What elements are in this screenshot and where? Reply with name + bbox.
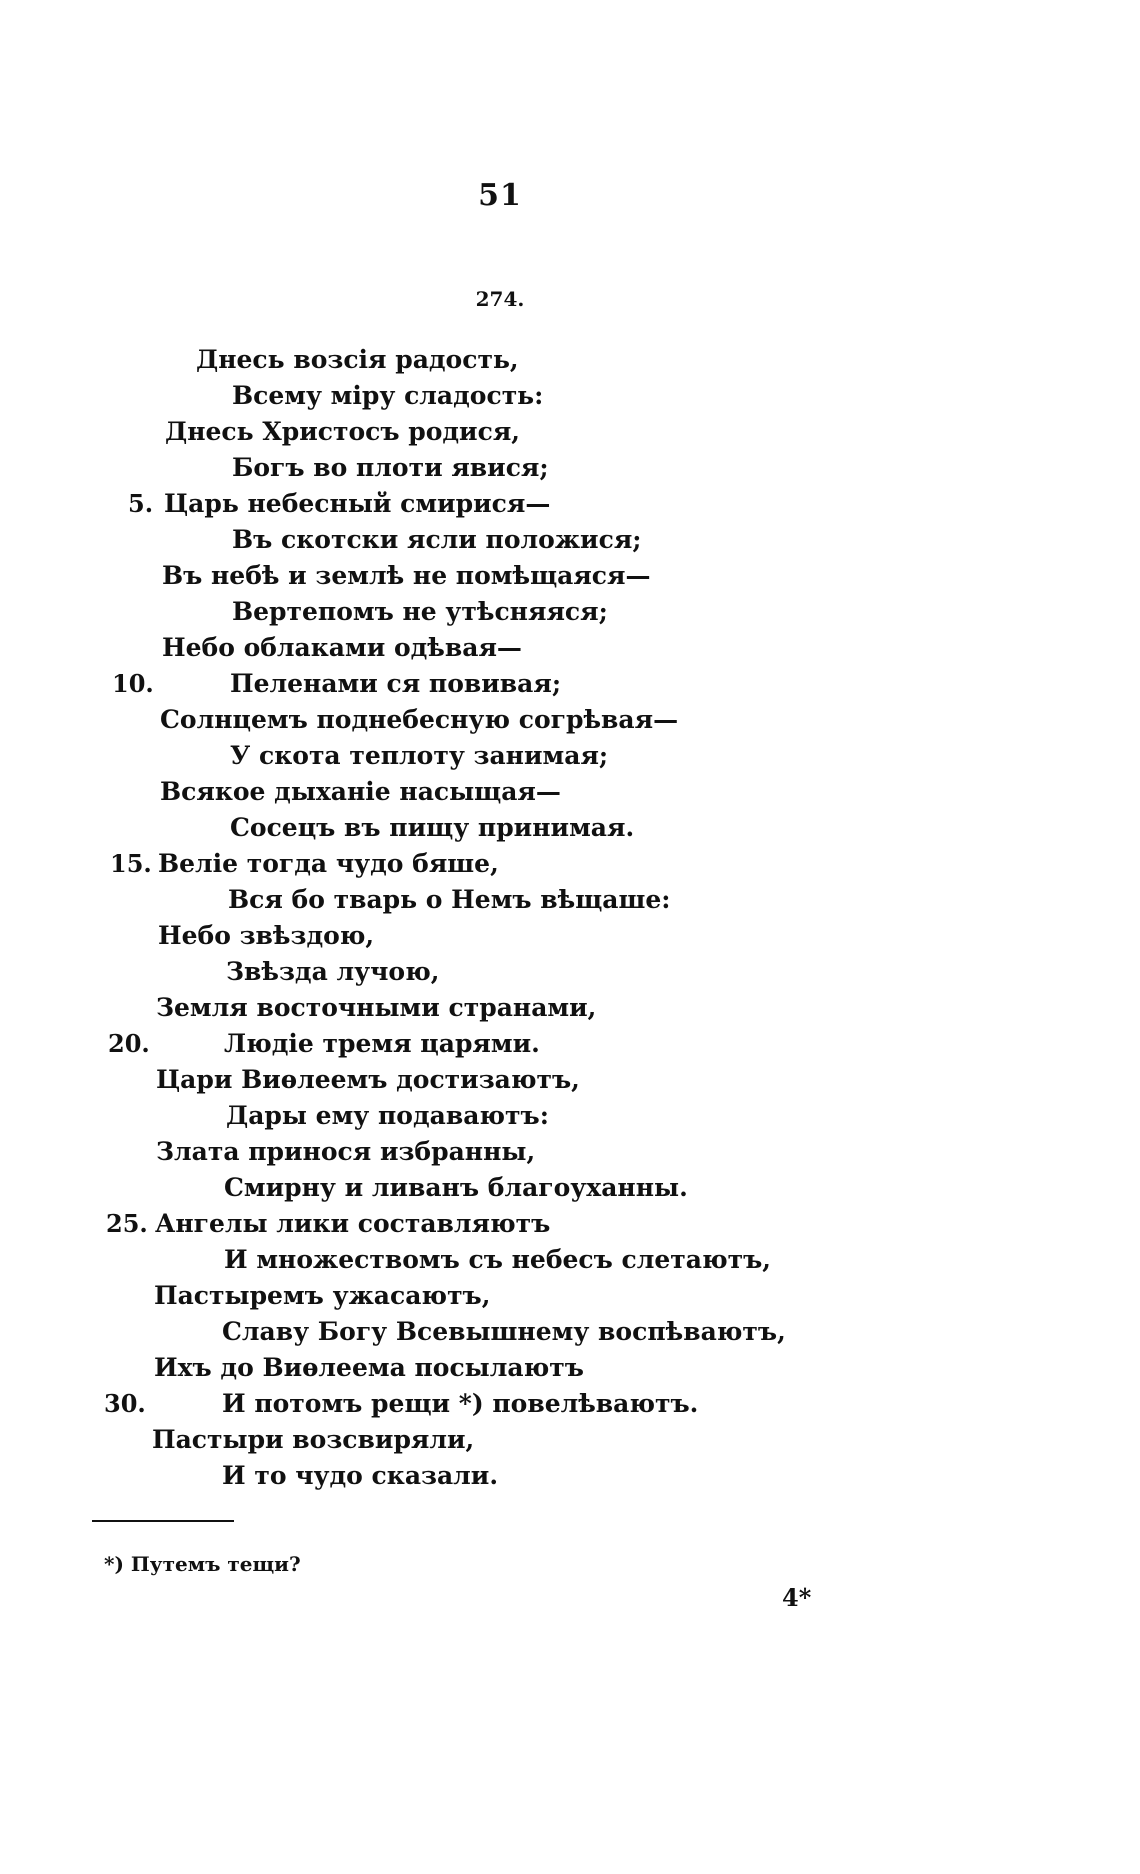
poem-line [0,1350,1140,1386]
line-text: Небо звѣздою, [158,921,375,950]
poem-line [0,1458,1140,1494]
line-number: 15. [110,849,152,878]
page-number: 51 [478,178,522,213]
poem-line [0,1206,1140,1242]
poem-number: 274. [475,287,525,311]
poem-line [0,1314,1140,1350]
footnote: *) Путемъ тещи? [104,1552,301,1576]
poem-line [0,702,1140,738]
line-text: Сосецъ въ пищу принимая. [230,813,635,842]
line-text: Злата принося избранны, [156,1137,536,1166]
line-text: Всякое дыханіе насыщая— [160,777,561,806]
line-text: Веліе тогда чудо бяше, [158,849,499,878]
line-text: Пастыри возсвиряли, [152,1425,475,1454]
line-text: Всему міру сладость: [232,381,544,410]
poem-line [0,1026,1140,1062]
poem-line [0,1386,1140,1422]
line-text: Дары ему подаваютъ: [226,1101,549,1130]
poem-line [0,1098,1140,1134]
poem-line [0,1062,1140,1098]
line-text: Царь небесный смирися— [164,489,551,518]
line-number: 25. [106,1209,148,1238]
line-text: Въ скотски ясли положися; [232,525,642,554]
line-text: Смирну и ливанъ благоуханны. [224,1173,688,1202]
line-text: Пастыремъ ужасаютъ, [154,1281,491,1310]
poem-line [0,1422,1140,1458]
line-number: 30. [104,1389,146,1418]
line-text: Ихъ до Виѳлеема посылаютъ [154,1353,584,1382]
poem-line [0,1278,1140,1314]
poem-line [0,450,1140,486]
poem-line [0,342,1140,378]
poem-line [0,774,1140,810]
poem-line [0,1242,1140,1278]
line-text: И то чудо сказали. [222,1461,499,1490]
poem-text [0,342,1140,1494]
line-text: Небо облаками одѣвая— [162,633,522,662]
line-number: 20. [108,1029,150,1058]
poem-line [0,846,1140,882]
poem-line [0,1170,1140,1206]
line-text: Вертепомъ не утѣсняяся; [232,597,608,626]
line-text: Ангелы лики составляютъ [155,1209,551,1238]
line-text: Богъ во плоти явися; [232,453,549,482]
line-text: Цари Виѳлеемъ достизаютъ, [156,1065,580,1094]
line-number: 5. [128,489,154,518]
line-text: У скота теплоту занимая; [230,741,609,770]
poem-line [0,1134,1140,1170]
line-text: Днесь Христосъ родися, [165,417,520,446]
signature-mark: 4* [782,1583,812,1612]
line-text: Звѣзда лучою, [226,957,440,986]
line-text: Вся бо тварь о Немъ вѣщаше: [228,885,671,914]
poem-line [0,522,1140,558]
line-text: Солнцемъ поднебесную согрѣвая— [160,705,679,734]
poem-line [0,810,1140,846]
poem-line [0,594,1140,630]
poem-line [0,666,1140,702]
poem-line [0,954,1140,990]
poem-line [0,882,1140,918]
line-text: Днесь возсія радость, [196,345,519,374]
poem-line [0,990,1140,1026]
poem-line [0,918,1140,954]
poem-line [0,630,1140,666]
line-text: Въ небѣ и землѣ не помѣщаяся— [162,561,651,590]
poem-line [0,738,1140,774]
poem-line [0,558,1140,594]
line-text: Земля восточными странами, [156,993,597,1022]
line-number: 10. [112,669,154,698]
line-text: И потомъ рещи *) повелѣваютъ. [222,1389,699,1418]
poem-line [0,414,1140,450]
poem-line [0,486,1140,522]
footnote-separator [92,1520,234,1522]
line-text: Пеленами ся повивая; [230,669,562,698]
line-text: Людіе тремя царями. [224,1029,540,1058]
poem-line [0,378,1140,414]
line-text: Славу Богу Всевышнему воспѣваютъ, [222,1317,786,1346]
line-text: И множествомъ съ небесъ слетаютъ, [224,1245,771,1274]
